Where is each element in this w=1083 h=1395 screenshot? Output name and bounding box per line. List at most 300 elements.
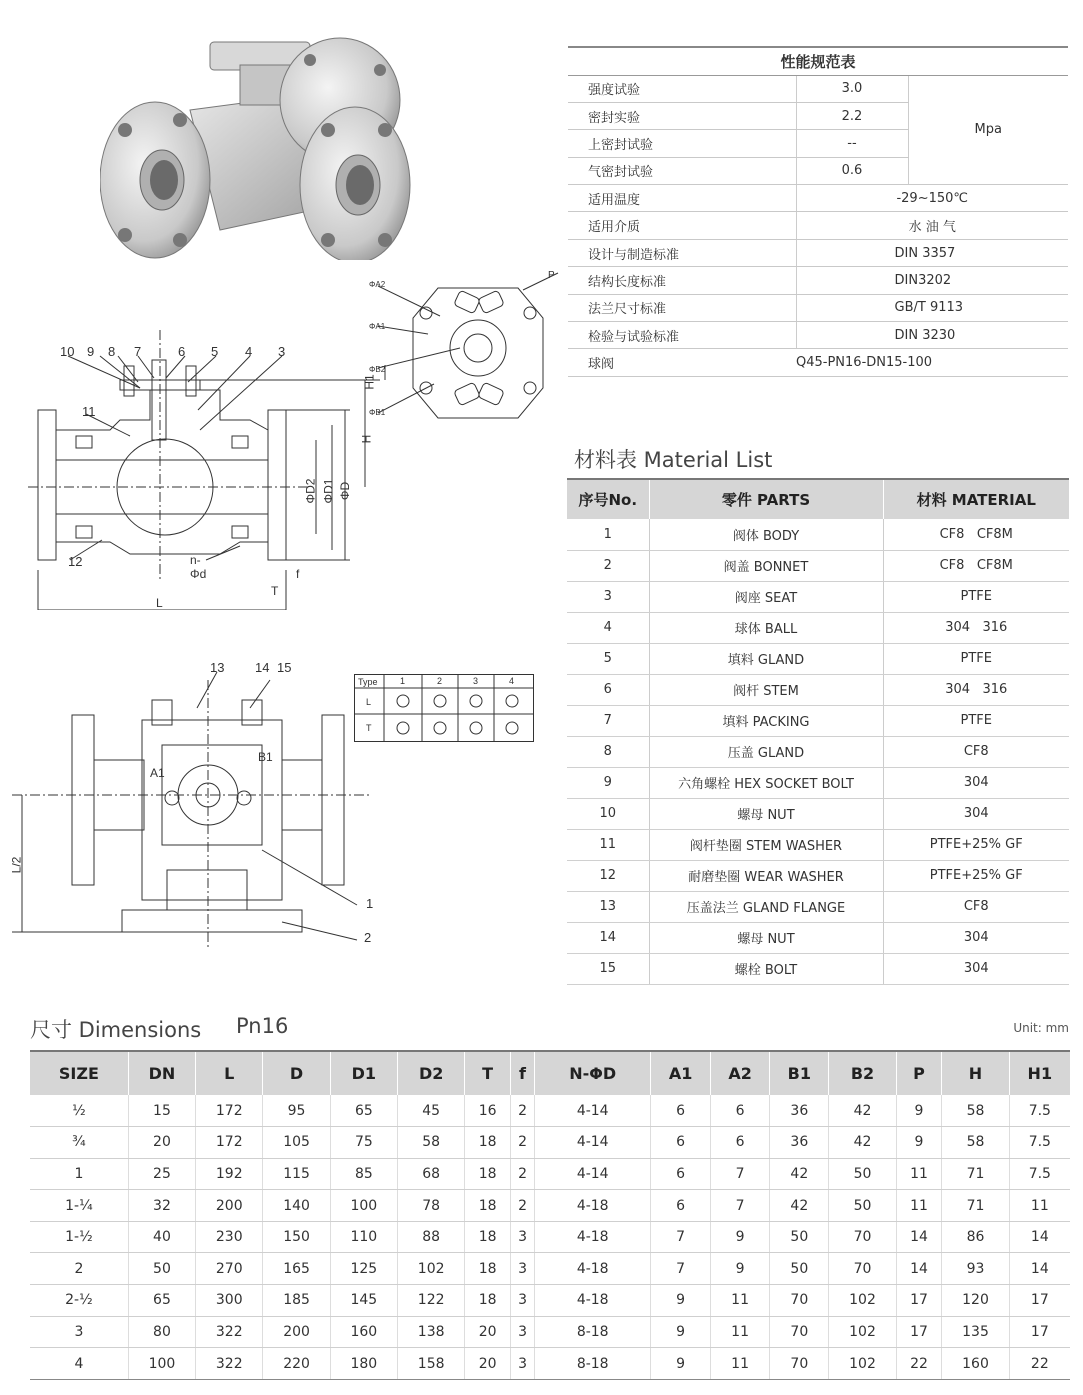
dim-d2-label: ΦD2 bbox=[303, 478, 318, 504]
temperature-label: 适用温度 bbox=[568, 185, 796, 212]
dim-cell: 9 bbox=[896, 1127, 942, 1159]
dim-cell: 4-18 bbox=[535, 1253, 651, 1285]
material-row-part: 阀体 BODY bbox=[649, 519, 883, 550]
dim-cell: 9 bbox=[651, 1285, 710, 1317]
material-row-no: 9 bbox=[567, 767, 649, 798]
dim-header-cell: P bbox=[896, 1051, 942, 1095]
dim-h-label: H bbox=[359, 434, 374, 444]
dim-cell: 14 bbox=[1009, 1221, 1070, 1253]
dim-cell: 160 bbox=[330, 1316, 397, 1348]
material-row-part: 填料 GLAND bbox=[649, 643, 883, 674]
dim-cell: 17 bbox=[1009, 1285, 1070, 1317]
top-view-drawing bbox=[12, 660, 392, 960]
callout-2: 2 bbox=[364, 930, 372, 945]
material-row-material: CF8 CF8M bbox=[883, 519, 1069, 550]
dim-header-cell: N-ΦD bbox=[535, 1051, 651, 1095]
dim-cell: 200 bbox=[196, 1190, 263, 1222]
dim-cell: 3 bbox=[510, 1253, 534, 1285]
callout-15: 15 bbox=[277, 660, 292, 675]
material-row bbox=[567, 581, 1069, 612]
dim-cell: 185 bbox=[263, 1285, 330, 1317]
dim-cell: 165 bbox=[263, 1253, 330, 1285]
dim-l2-label: L/2 bbox=[9, 856, 24, 874]
dim-header-cell: H1 bbox=[1009, 1051, 1070, 1095]
dim-cell: 105 bbox=[263, 1127, 330, 1159]
dim-cell: 102 bbox=[829, 1316, 896, 1348]
dim-cell: 50 bbox=[770, 1221, 829, 1253]
dim-cell: 4-18 bbox=[535, 1190, 651, 1222]
material-row-material: CF8 bbox=[883, 736, 1069, 767]
dim-cell: 102 bbox=[829, 1285, 896, 1317]
dim-cell: 6 bbox=[710, 1095, 769, 1127]
label-a2: ΦA2 bbox=[369, 280, 386, 289]
dim-header-cell: B2 bbox=[829, 1051, 896, 1095]
material-list-table bbox=[567, 478, 1069, 985]
dim-cell: 93 bbox=[942, 1253, 1009, 1285]
dim-header-cell: A1 bbox=[651, 1051, 710, 1095]
dim-cell: 102 bbox=[398, 1253, 465, 1285]
material-row bbox=[567, 674, 1069, 705]
dim-cell: 2 bbox=[30, 1253, 128, 1285]
dim-cell: 18 bbox=[465, 1190, 511, 1222]
length-standard-label: 结构长度标准 bbox=[568, 267, 796, 294]
dim-cell: 14 bbox=[896, 1221, 942, 1253]
port-col-2: 2 bbox=[437, 676, 443, 686]
callout-10: 10 bbox=[60, 344, 75, 359]
flange-standard-label: 法兰尺寸标准 bbox=[568, 294, 796, 321]
dim-cell: 20 bbox=[465, 1316, 511, 1348]
upper-seal-test-label: 上密封试验 bbox=[568, 130, 796, 157]
material-row-material: PTFE bbox=[883, 581, 1069, 612]
dimensions-pressure: Pn16 bbox=[236, 1014, 289, 1038]
material-row-material: PTFE+25% GF bbox=[883, 860, 1069, 891]
temperature-value: -29~150℃ bbox=[796, 185, 1068, 212]
callout-3: 3 bbox=[278, 344, 286, 359]
dim-cell: 7 bbox=[651, 1221, 710, 1253]
material-row-material: 304 bbox=[883, 767, 1069, 798]
dim-cell: 322 bbox=[196, 1348, 263, 1380]
inspection-standard-label: 检验与试验标准 bbox=[568, 322, 796, 349]
dim-cell: 115 bbox=[263, 1158, 330, 1190]
material-row-no: 15 bbox=[567, 953, 649, 984]
design-standard-value: DIN 3357 bbox=[796, 239, 1068, 266]
dim-cell: 20 bbox=[128, 1127, 195, 1159]
design-standard-label: 设计与制造标准 bbox=[568, 239, 796, 266]
dim-cell: 71 bbox=[942, 1190, 1009, 1222]
dim-cell: 180 bbox=[330, 1348, 397, 1380]
dim-cell: 3 bbox=[510, 1285, 534, 1317]
dim-cell: 9 bbox=[896, 1095, 942, 1127]
medium-label: 适用介质 bbox=[568, 212, 796, 239]
dim-cell: 70 bbox=[770, 1348, 829, 1380]
dim-d-label: ΦD bbox=[338, 481, 353, 501]
dim-header-cell: DN bbox=[128, 1051, 195, 1095]
dim-cell: 2 bbox=[510, 1190, 534, 1222]
dim-cell: 50 bbox=[770, 1253, 829, 1285]
port-col-1: 1 bbox=[400, 676, 406, 686]
material-row-part: 压盖法兰 GLAND FLANGE bbox=[649, 891, 883, 922]
callout-7: 7 bbox=[134, 344, 142, 359]
air-seal-test-label: 气密封试验 bbox=[568, 157, 796, 184]
material-row bbox=[567, 829, 1069, 860]
dim-cell: 300 bbox=[196, 1285, 263, 1317]
material-row bbox=[567, 891, 1069, 922]
dim-cell: 20 bbox=[465, 1348, 511, 1380]
material-row-material: 304 bbox=[883, 922, 1069, 953]
material-row bbox=[567, 643, 1069, 674]
dim-row bbox=[30, 1285, 1070, 1317]
dim-cell: 160 bbox=[942, 1348, 1009, 1380]
dim-cell: 9 bbox=[710, 1221, 769, 1253]
strength-test-value: 3.0 bbox=[796, 75, 908, 102]
dim-header-cell: D1 bbox=[330, 1051, 397, 1095]
performance-title: 性能规范表 bbox=[568, 47, 1068, 75]
dim-header-cell: SIZE bbox=[30, 1051, 128, 1095]
dim-row bbox=[30, 1158, 1070, 1190]
dim-header-cell: D bbox=[263, 1051, 330, 1095]
material-row bbox=[567, 705, 1069, 736]
dim-cell: 8-18 bbox=[535, 1348, 651, 1380]
dim-cell: 220 bbox=[263, 1348, 330, 1380]
material-row-material: CF8 CF8M bbox=[883, 550, 1069, 581]
dim-cell: 36 bbox=[770, 1127, 829, 1159]
dim-cell: ¾ bbox=[30, 1127, 128, 1159]
dim-cell: 3 bbox=[510, 1348, 534, 1380]
material-row-material: 304 316 bbox=[883, 674, 1069, 705]
dim-cell: 88 bbox=[398, 1221, 465, 1253]
dim-cell: 11 bbox=[896, 1190, 942, 1222]
strength-test-label: 强度试验 bbox=[568, 75, 796, 102]
material-header-no: 序号No. bbox=[567, 479, 649, 519]
dim-cell: 11 bbox=[710, 1316, 769, 1348]
material-row-part: 耐磨垫圈 WEAR WASHER bbox=[649, 860, 883, 891]
dim-cell: 68 bbox=[398, 1158, 465, 1190]
dim-cell: 70 bbox=[829, 1253, 896, 1285]
material-row-material: CF8 bbox=[883, 891, 1069, 922]
callout-4: 4 bbox=[245, 344, 253, 359]
dim-cell: 4-14 bbox=[535, 1127, 651, 1159]
dim-cell: 18 bbox=[465, 1158, 511, 1190]
material-row-no: 1 bbox=[567, 519, 649, 550]
dim-cell: 36 bbox=[770, 1095, 829, 1127]
flange-standard-value: GB/T 9113 bbox=[796, 294, 1068, 321]
dim-cell: 6 bbox=[651, 1127, 710, 1159]
dim-cell: 100 bbox=[128, 1348, 195, 1380]
stem-top-view bbox=[368, 268, 568, 426]
callout-13: 13 bbox=[210, 660, 225, 675]
dim-header-cell: B1 bbox=[770, 1051, 829, 1095]
dim-row bbox=[30, 1221, 1070, 1253]
seal-test-value: 2.2 bbox=[796, 102, 908, 129]
dim-header-cell: D2 bbox=[398, 1051, 465, 1095]
dim-header-cell: H bbox=[942, 1051, 1009, 1095]
material-row-material: PTFE+25% GF bbox=[883, 829, 1069, 860]
dim-header-cell: L bbox=[196, 1051, 263, 1095]
dim-cell: 200 bbox=[263, 1316, 330, 1348]
dim-cell: 17 bbox=[1009, 1316, 1070, 1348]
callout-14: 14 bbox=[255, 660, 270, 675]
material-row-material: 304 bbox=[883, 953, 1069, 984]
ball-valve-label: 球阀 bbox=[568, 349, 796, 376]
material-header-parts: 零件 PARTS bbox=[649, 479, 883, 519]
length-standard-value: DIN3202 bbox=[796, 267, 1068, 294]
dim-cell: 17 bbox=[896, 1285, 942, 1317]
dim-cell: 7.5 bbox=[1009, 1158, 1070, 1190]
dim-cell: 7.5 bbox=[1009, 1127, 1070, 1159]
dim-cell: 2-½ bbox=[30, 1285, 128, 1317]
dim-cell: 140 bbox=[263, 1190, 330, 1222]
material-row-no: 3 bbox=[567, 581, 649, 612]
dim-cell: 9 bbox=[651, 1316, 710, 1348]
dim-cell: 32 bbox=[128, 1190, 195, 1222]
dim-nd-label: n-Φd bbox=[190, 553, 207, 581]
dim-cell: 15 bbox=[128, 1095, 195, 1127]
dim-cell: 78 bbox=[398, 1190, 465, 1222]
material-row-part: 阀杆垫圈 STEM WASHER bbox=[649, 829, 883, 860]
dim-cell: 4-18 bbox=[535, 1285, 651, 1317]
dimensions-table bbox=[30, 1050, 1070, 1380]
dim-cell: 4-14 bbox=[535, 1158, 651, 1190]
dim-cell: 2 bbox=[510, 1127, 534, 1159]
dim-cell: 42 bbox=[829, 1127, 896, 1159]
material-row-part: 螺母 NUT bbox=[649, 798, 883, 829]
dim-cell: 71 bbox=[942, 1158, 1009, 1190]
material-row-material: PTFE bbox=[883, 705, 1069, 736]
material-row-no: 4 bbox=[567, 612, 649, 643]
dim-cell: 14 bbox=[1009, 1253, 1070, 1285]
valve-product-image bbox=[100, 30, 420, 260]
dim-cell: 1 bbox=[30, 1158, 128, 1190]
port-row-l: L bbox=[366, 697, 372, 707]
label-b1: ΦB1 bbox=[369, 408, 386, 417]
material-row bbox=[567, 550, 1069, 581]
dim-t-label: T bbox=[271, 584, 279, 598]
ball-valve-model: Q45-PN16-DN15-100 bbox=[796, 349, 1068, 376]
material-row-part: 球体 BALL bbox=[649, 612, 883, 643]
dim-cell: 45 bbox=[398, 1095, 465, 1127]
dim-row bbox=[30, 1127, 1070, 1159]
dim-h1-label: H1 bbox=[362, 374, 377, 390]
dim-cell: 7 bbox=[710, 1158, 769, 1190]
dim-cell: 110 bbox=[330, 1221, 397, 1253]
material-row bbox=[567, 612, 1069, 643]
dim-cell: 122 bbox=[398, 1285, 465, 1317]
dim-cell: 150 bbox=[263, 1221, 330, 1253]
material-row-no: 11 bbox=[567, 829, 649, 860]
dim-cell: 18 bbox=[465, 1127, 511, 1159]
performance-spec-table bbox=[568, 46, 1068, 377]
dim-cell: 86 bbox=[942, 1221, 1009, 1253]
dim-cell: 25 bbox=[128, 1158, 195, 1190]
dim-cell: ½ bbox=[30, 1095, 128, 1127]
port-row-t: T bbox=[366, 723, 372, 733]
material-row-no: 13 bbox=[567, 891, 649, 922]
material-row-part: 螺母 NUT bbox=[649, 922, 883, 953]
callout-5: 5 bbox=[211, 344, 219, 359]
pressure-unit: Mpa bbox=[908, 75, 1068, 185]
dim-row bbox=[30, 1253, 1070, 1285]
material-list-heading: 材料表 Material List bbox=[574, 448, 773, 472]
callout-8: 8 bbox=[108, 344, 116, 359]
dim-cell: 14 bbox=[896, 1253, 942, 1285]
material-row bbox=[567, 736, 1069, 767]
dimensions-unit: Unit: mm bbox=[1013, 1021, 1069, 1035]
dim-header-cell: T bbox=[465, 1051, 511, 1095]
material-row-no: 12 bbox=[567, 860, 649, 891]
material-row-part: 阀盖 BONNET bbox=[649, 550, 883, 581]
material-row-material: 304 316 bbox=[883, 612, 1069, 643]
dim-row bbox=[30, 1316, 1070, 1348]
dim-cell: 42 bbox=[770, 1158, 829, 1190]
material-row-no: 6 bbox=[567, 674, 649, 705]
dim-cell: 40 bbox=[128, 1221, 195, 1253]
dim-cell: 135 bbox=[942, 1316, 1009, 1348]
callout-1: 1 bbox=[366, 896, 374, 911]
dim-l-label: L bbox=[156, 596, 163, 610]
dim-header-cell: f bbox=[510, 1051, 534, 1095]
air-seal-test-value: 0.6 bbox=[796, 157, 908, 184]
callout-11: 11 bbox=[82, 404, 96, 419]
material-row-part: 螺栓 BOLT bbox=[649, 953, 883, 984]
label-a1: ΦA1 bbox=[369, 322, 386, 331]
dim-cell: 138 bbox=[398, 1316, 465, 1348]
dim-cell: 22 bbox=[1009, 1348, 1070, 1380]
dim-cell: 18 bbox=[465, 1253, 511, 1285]
dim-cell: 16 bbox=[465, 1095, 511, 1127]
dim-cell: 50 bbox=[829, 1190, 896, 1222]
material-row-material: 304 bbox=[883, 798, 1069, 829]
dim-cell: 17 bbox=[896, 1316, 942, 1348]
material-row bbox=[567, 953, 1069, 984]
dim-cell: 120 bbox=[942, 1285, 1009, 1317]
dim-cell: 70 bbox=[770, 1285, 829, 1317]
dim-cell: 145 bbox=[330, 1285, 397, 1317]
material-row-part: 阀座 SEAT bbox=[649, 581, 883, 612]
dim-cell: 6 bbox=[710, 1127, 769, 1159]
dim-cell: 172 bbox=[196, 1127, 263, 1159]
dim-cell: 230 bbox=[196, 1221, 263, 1253]
material-row-material: PTFE bbox=[883, 643, 1069, 674]
dim-cell: 50 bbox=[128, 1253, 195, 1285]
upper-seal-test-value: -- bbox=[796, 130, 908, 157]
dim-cell: 65 bbox=[330, 1095, 397, 1127]
medium-value: 水 油 气 bbox=[796, 212, 1068, 239]
dim-cell: 75 bbox=[330, 1127, 397, 1159]
material-row-no: 14 bbox=[567, 922, 649, 953]
dim-cell: 85 bbox=[330, 1158, 397, 1190]
dim-cell: 11 bbox=[710, 1285, 769, 1317]
dim-cell: 9 bbox=[710, 1253, 769, 1285]
material-row-part: 阀杆 STEM bbox=[649, 674, 883, 705]
dim-cell: 102 bbox=[829, 1348, 896, 1380]
dim-cell: 1-½ bbox=[30, 1221, 128, 1253]
dim-cell: 9 bbox=[651, 1348, 710, 1380]
dim-cell: 18 bbox=[465, 1285, 511, 1317]
dim-cell: 7.5 bbox=[1009, 1095, 1070, 1127]
material-row bbox=[567, 860, 1069, 891]
dim-cell: 4 bbox=[30, 1348, 128, 1380]
material-row-part: 填料 PACKING bbox=[649, 705, 883, 736]
dim-cell: 7 bbox=[651, 1253, 710, 1285]
material-row bbox=[567, 922, 1069, 953]
dim-cell: 172 bbox=[196, 1095, 263, 1127]
dim-cell: 7 bbox=[710, 1190, 769, 1222]
callout-6: 6 bbox=[178, 344, 186, 359]
dim-cell: 8-18 bbox=[535, 1316, 651, 1348]
dim-cell: 65 bbox=[128, 1285, 195, 1317]
dim-cell: 80 bbox=[128, 1316, 195, 1348]
material-row-no: 7 bbox=[567, 705, 649, 736]
dim-cell: 100 bbox=[330, 1190, 397, 1222]
material-row-part: 六角螺栓 HEX SOCKET BOLT bbox=[649, 767, 883, 798]
dim-d1-label: ΦD1 bbox=[321, 478, 336, 504]
dim-cell: 322 bbox=[196, 1316, 263, 1348]
dim-cell: 2 bbox=[510, 1158, 534, 1190]
dim-cell: 11 bbox=[896, 1158, 942, 1190]
dim-cell: 70 bbox=[829, 1221, 896, 1253]
dim-header-cell: A2 bbox=[710, 1051, 769, 1095]
dim-cell: 11 bbox=[710, 1348, 769, 1380]
dim-cell: 270 bbox=[196, 1253, 263, 1285]
dim-cell: 70 bbox=[770, 1316, 829, 1348]
dim-cell: 42 bbox=[770, 1190, 829, 1222]
dim-cell: 125 bbox=[330, 1253, 397, 1285]
dim-cell: 3 bbox=[30, 1316, 128, 1348]
callout-9: 9 bbox=[87, 344, 95, 359]
material-row bbox=[567, 767, 1069, 798]
port-col-4: 4 bbox=[509, 676, 515, 686]
label-a1-top: A1 bbox=[150, 766, 165, 780]
material-header-material: 材料 MATERIAL bbox=[883, 479, 1069, 519]
material-row-part: 压盖 GLAND bbox=[649, 736, 883, 767]
dim-cell: 6 bbox=[651, 1190, 710, 1222]
dim-cell: 2 bbox=[510, 1095, 534, 1127]
inspection-standard-value: DIN 3230 bbox=[796, 322, 1068, 349]
dim-cell: 58 bbox=[942, 1095, 1009, 1127]
label-p: P bbox=[548, 270, 555, 281]
dim-row bbox=[30, 1095, 1070, 1127]
dim-row bbox=[30, 1190, 1070, 1222]
material-row bbox=[567, 798, 1069, 829]
port-type-header: Type bbox=[358, 677, 378, 687]
dim-f-label: f bbox=[296, 567, 300, 581]
material-row-no: 2 bbox=[567, 550, 649, 581]
callout-12: 12 bbox=[68, 554, 83, 569]
dim-row bbox=[30, 1348, 1070, 1380]
dim-cell: 95 bbox=[263, 1095, 330, 1127]
port-col-3: 3 bbox=[473, 676, 479, 686]
dimensions-heading: 尺寸 Dimensions bbox=[30, 1018, 202, 1042]
dim-cell: 6 bbox=[651, 1158, 710, 1190]
dim-cell: 50 bbox=[829, 1158, 896, 1190]
dim-cell: 42 bbox=[829, 1095, 896, 1127]
dim-cell: 4-18 bbox=[535, 1221, 651, 1253]
dim-cell: 58 bbox=[398, 1127, 465, 1159]
dim-cell: 22 bbox=[896, 1348, 942, 1380]
dim-cell: 18 bbox=[465, 1221, 511, 1253]
dim-cell: 6 bbox=[651, 1095, 710, 1127]
material-row bbox=[567, 519, 1069, 550]
dim-cell: 158 bbox=[398, 1348, 465, 1380]
dim-cell: 1-¼ bbox=[30, 1190, 128, 1222]
dim-cell: 11 bbox=[1009, 1190, 1070, 1222]
dim-cell: 3 bbox=[510, 1221, 534, 1253]
label-b1-top: B1 bbox=[258, 750, 273, 764]
label-b2: ΦB2 bbox=[369, 365, 386, 374]
material-row-no: 5 bbox=[567, 643, 649, 674]
dim-cell: 192 bbox=[196, 1158, 263, 1190]
material-row-no: 8 bbox=[567, 736, 649, 767]
